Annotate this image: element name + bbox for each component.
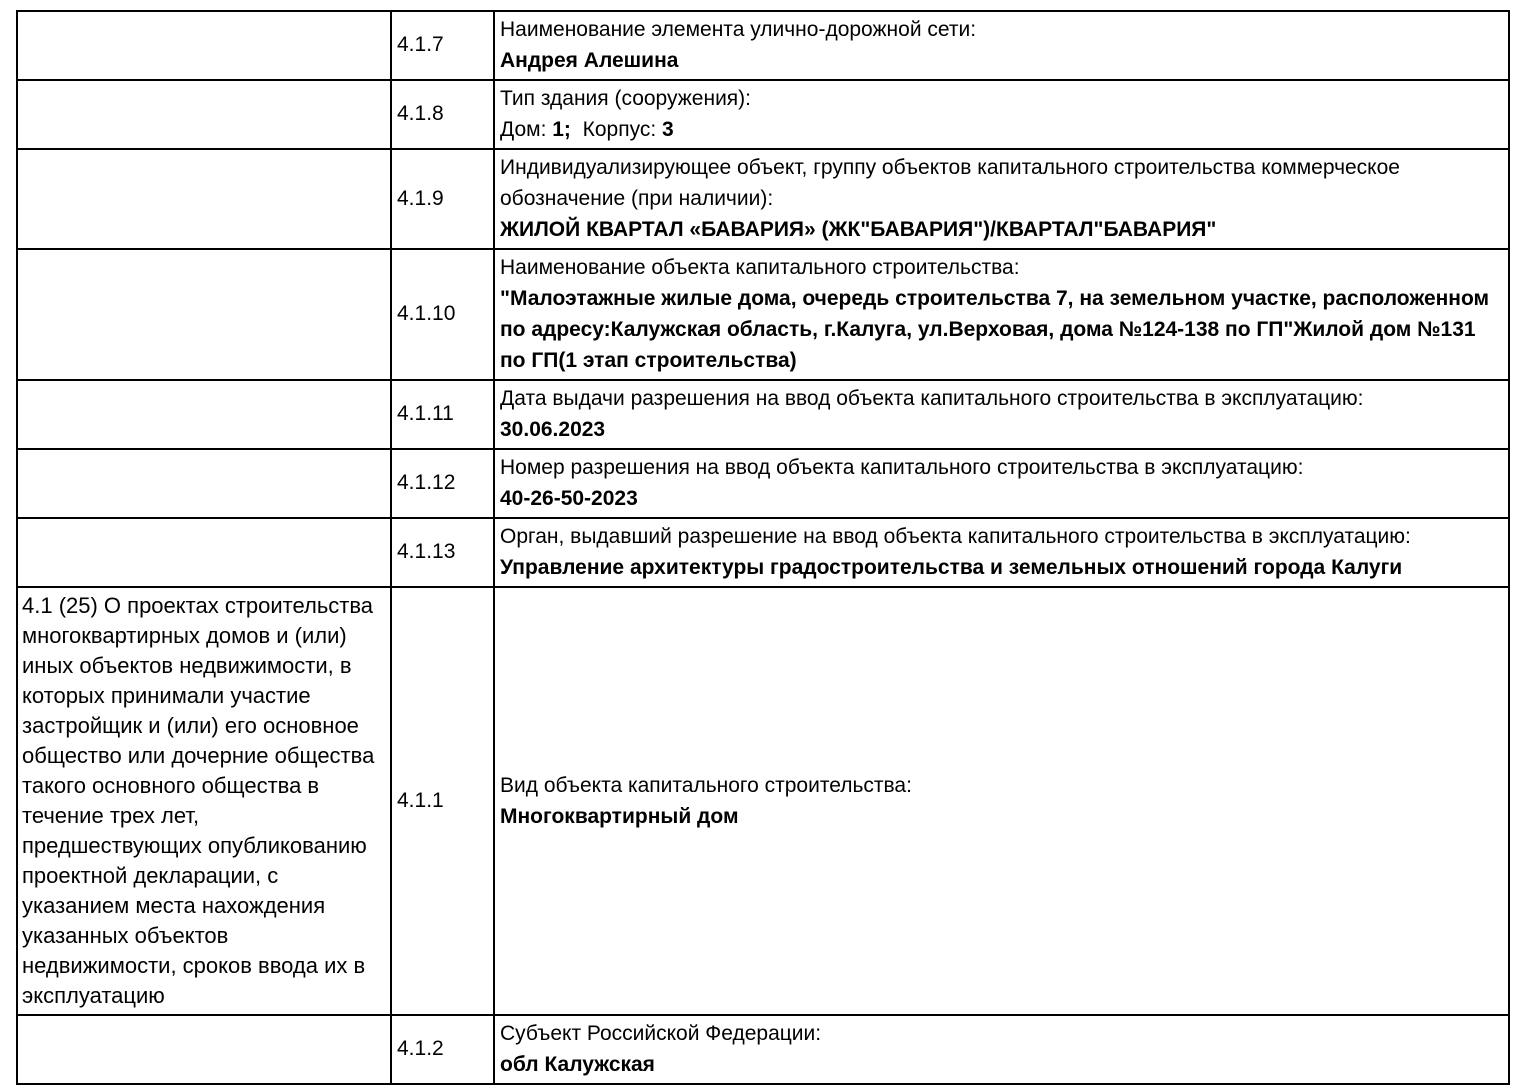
table-row: [17, 80, 1509, 149]
row-code: 4.1.8: [397, 102, 444, 125]
row-code: 4.1.10: [397, 302, 456, 325]
row-content-cell: [494, 11, 1509, 80]
row-content-cell: [494, 380, 1509, 449]
section-empty-cell: [17, 149, 391, 249]
field-label: Индивидуализирующее объект, группу объектов капитального строительства коммерческое обозначение (при наличии):: [500, 156, 1400, 210]
row-content-cell: [494, 249, 1509, 380]
row-code-cell: [391, 518, 494, 587]
section-empty-cell: [17, 518, 391, 587]
declaration-table-body: [17, 11, 1509, 1084]
section-empty-cell: [17, 449, 391, 518]
field-label: Вид объекта капитального строительства:: [500, 773, 912, 797]
field-value: ЖИЛОЙ КВАРТАЛ «БАВАРИЯ» (ЖК"БАВАРИЯ")/КВАРТАЛ"БАВАРИЯ": [500, 218, 1217, 241]
row-code: 4.1.2: [397, 1037, 444, 1060]
row-code-cell: [391, 587, 494, 1015]
row-code-cell: [391, 249, 494, 380]
field-value-segment: Дом:: [500, 118, 553, 141]
table-row: [17, 11, 1509, 80]
section-title-cell: 4.1 (25) О проектах строительства многоквартирных домов и (или) иных объектов недвижимости, в которых принимали участие застройщик и (или) его основное общество или дочерние общества такого основного общества в течение трех лет, предшествующих опубликованию проектной декларации, с указанием места нахождения указанных объектов недвижимости, сроков ввода их в эксплуатацию: [17, 587, 391, 1015]
row-content-cell: [494, 1015, 1509, 1084]
field-value-segment: Корпус:: [570, 118, 663, 141]
field-value-segment: 3: [662, 118, 674, 141]
field-value: 30.06.2023: [500, 418, 606, 441]
field-label: Орган, выдавший разрешение на ввод объекта капитального строительства в эксплуатацию:: [500, 525, 1411, 548]
section-empty-cell: [17, 11, 391, 80]
field-value: Управление архитектуры градостроительства и земельных отношений города Калуги: [500, 556, 1403, 579]
row-code: 4.1.7: [397, 33, 444, 56]
row-code-cell: [391, 1015, 494, 1084]
row-code-cell: [391, 80, 494, 149]
field-value: "Малоэтажные жилые дома, очередь строительства 7, на земельном участке, расположенном по адресу:Калужская область, г.Калуга, ул.Верховая, дома №124-138 по ГП"Жилой дом №131 по ГП(1 этап строительства): [500, 287, 1495, 372]
section-empty-cell: [17, 80, 391, 149]
row-content-cell: [494, 587, 1509, 1015]
field-value: [500, 114, 1500, 145]
row-content-cell: [494, 449, 1509, 518]
table-row: [17, 1015, 1509, 1084]
field-value: Андрея Алешина: [500, 49, 679, 72]
table-row: [17, 449, 1509, 518]
field-value-segment: 1;: [552, 118, 571, 141]
field-label: Номер разрешения на ввод объекта капитального строительства в эксплуатацию:: [500, 456, 1304, 479]
table-row: [17, 380, 1509, 449]
row-code: 4.1.1: [397, 788, 444, 812]
table-row: [17, 149, 1509, 249]
table-row: [17, 518, 1509, 587]
row-code-cell: [391, 449, 494, 518]
row-code-cell: [391, 380, 494, 449]
table-row: [17, 587, 1509, 1015]
row-content-cell: [494, 149, 1509, 249]
row-code-cell: [391, 11, 494, 80]
field-value: Многоквартирный дом: [500, 804, 739, 828]
section-empty-cell: [17, 380, 391, 449]
row-code: 4.1.13: [397, 540, 456, 563]
table-row: [17, 249, 1509, 380]
section-empty-cell: [17, 1015, 391, 1084]
row-code: 4.1.9: [397, 186, 444, 210]
declaration-table: [16, 10, 1510, 1085]
field-label: Наименование элемента улично-дорожной сети:: [500, 18, 977, 41]
field-label: Наименование объекта капитального строительства:: [500, 256, 1020, 279]
field-label: Дата выдачи разрешения на ввод объекта капитального строительства в эксплуатацию:: [500, 387, 1364, 410]
field-label: Субъект Российской Федерации:: [500, 1022, 822, 1045]
field-label: Тип здания (сооружения):: [500, 87, 751, 110]
row-content-cell: [494, 80, 1509, 149]
row-content-cell: [494, 518, 1509, 587]
row-code: 4.1.12: [397, 471, 456, 494]
field-value: 40-26-50-2023: [500, 487, 638, 510]
section-empty-cell: [17, 249, 391, 380]
field-value: обл Калужская: [500, 1053, 655, 1076]
row-code: 4.1.11: [397, 402, 454, 425]
row-code-cell: [391, 149, 494, 249]
